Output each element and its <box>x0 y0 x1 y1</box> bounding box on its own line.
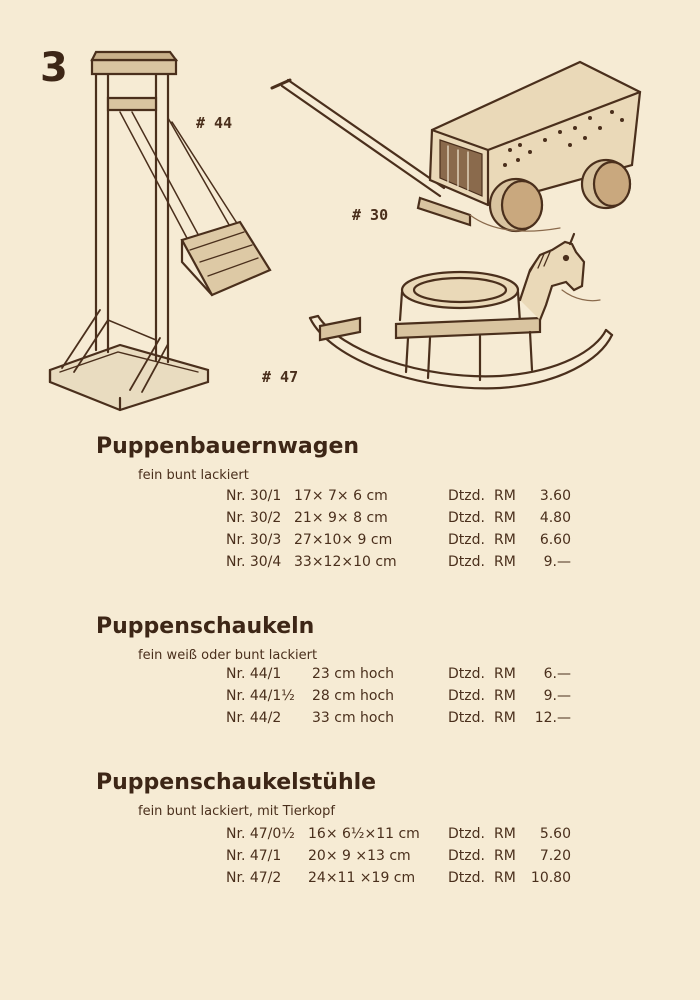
item-price: 12.— <box>534 710 571 726</box>
item-number: Nr. 44/1 <box>226 666 282 682</box>
item-unit: Dtzd. <box>448 666 485 682</box>
item-dimensions: 33×12×10 cm <box>294 554 397 570</box>
item-price: 6.— <box>543 666 571 682</box>
item-unit: Dtzd. <box>448 554 485 570</box>
item-number: Nr. 47/1 <box>226 848 282 864</box>
item-currency: RM <box>494 666 516 682</box>
item-price: 9.— <box>543 554 571 570</box>
item-number: Nr. 47/0½ <box>226 826 295 842</box>
item-unit: Dtzd. <box>448 826 485 842</box>
illustration-label-30: # 30 <box>352 206 389 224</box>
item-price: 7.20 <box>539 848 571 864</box>
page-number: 3 <box>40 45 68 91</box>
section-subtitle: fein bunt lackiert, mit Tierkopf <box>138 804 335 819</box>
item-dimensions: 28 cm hoch <box>312 688 395 704</box>
price-row <box>0 510 700 532</box>
swing-frame-icon <box>50 52 270 410</box>
item-price: 3.60 <box>539 488 571 504</box>
item-currency: RM <box>494 848 516 864</box>
item-dimensions: 23 cm hoch <box>312 666 395 682</box>
item-unit: Dtzd. <box>448 848 485 864</box>
item-number: Nr. 30/1 <box>226 488 282 504</box>
product-illustration <box>0 0 700 430</box>
item-price: 9.— <box>543 688 571 704</box>
item-price: 10.80 <box>530 870 571 886</box>
toy-wagon-icon <box>272 62 640 231</box>
item-currency: RM <box>494 532 516 548</box>
item-dimensions: 24×11 ×19 cm <box>308 870 416 886</box>
item-dimensions: 17× 7× 6 cm <box>294 488 388 504</box>
item-currency: RM <box>494 554 516 570</box>
item-number: Nr. 44/1½ <box>226 688 295 704</box>
item-price: 6.60 <box>539 532 571 548</box>
item-currency: RM <box>494 688 516 704</box>
item-currency: RM <box>494 510 516 526</box>
price-row <box>0 848 700 870</box>
rocking-horse-chair-icon <box>310 234 612 388</box>
item-number: Nr. 30/3 <box>226 532 282 548</box>
section-title: Puppenschaukeln <box>96 614 315 639</box>
section-subtitle: fein bunt lackiert <box>138 468 249 483</box>
price-row <box>0 532 700 554</box>
item-price: 5.60 <box>539 826 571 842</box>
item-dimensions: 33 cm hoch <box>312 710 395 726</box>
illustration-label-47: # 47 <box>262 368 299 386</box>
price-row <box>0 688 700 710</box>
price-row <box>0 554 700 576</box>
section-title: Puppenschaukelstühle <box>96 770 377 795</box>
item-number: Nr. 47/2 <box>226 870 282 886</box>
item-unit: Dtzd. <box>448 532 485 548</box>
item-unit: Dtzd. <box>448 870 485 886</box>
item-number: Nr. 30/2 <box>226 510 282 526</box>
item-unit: Dtzd. <box>448 488 485 504</box>
section-title: Puppenbauernwagen <box>96 434 360 459</box>
price-row <box>0 870 700 892</box>
illustration-label-44: # 44 <box>196 114 233 132</box>
item-number: Nr. 30/4 <box>226 554 282 570</box>
item-price: 4.80 <box>539 510 571 526</box>
item-currency: RM <box>494 710 516 726</box>
price-row <box>0 826 700 848</box>
item-dimensions: 21× 9× 8 cm <box>294 510 388 526</box>
price-row <box>0 666 700 688</box>
item-unit: Dtzd. <box>448 688 485 704</box>
item-currency: RM <box>494 488 516 504</box>
item-unit: Dtzd. <box>448 510 485 526</box>
price-row <box>0 488 700 510</box>
item-dimensions: 16× 6½×11 cm <box>308 826 420 842</box>
item-currency: RM <box>494 870 516 886</box>
item-unit: Dtzd. <box>448 710 485 726</box>
price-row <box>0 710 700 732</box>
item-currency: RM <box>494 826 516 842</box>
item-number: Nr. 44/2 <box>226 710 282 726</box>
item-dimensions: 20× 9 ×13 cm <box>308 848 411 864</box>
item-dimensions: 27×10× 9 cm <box>294 532 393 548</box>
section-subtitle: fein weiß oder bunt lackiert <box>138 648 318 663</box>
